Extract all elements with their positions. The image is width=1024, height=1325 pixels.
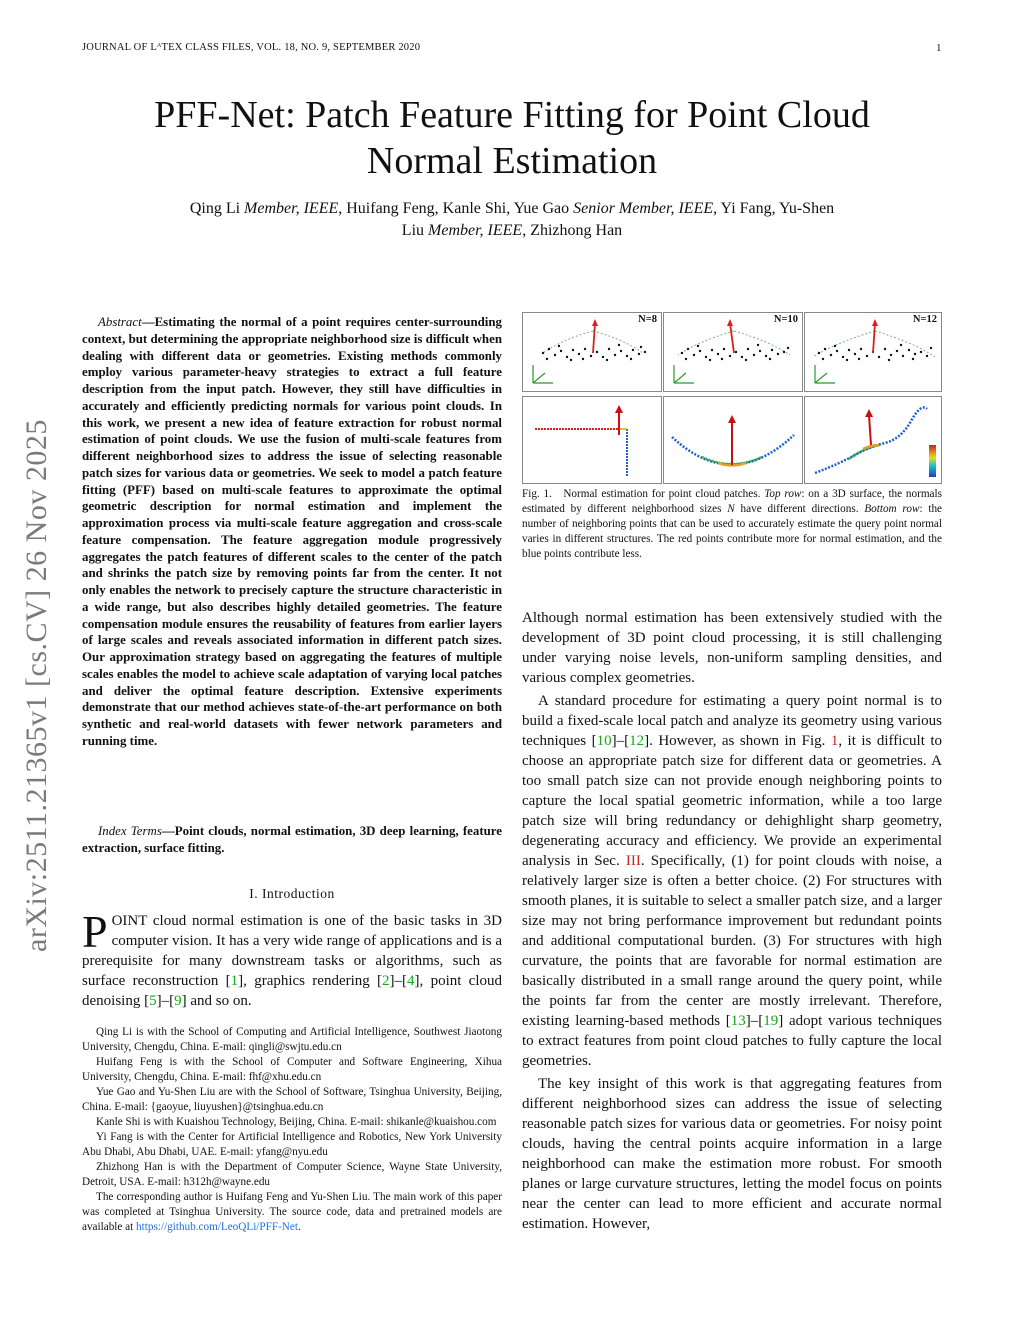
body-text: . Specifically, (1) for point clouds with noise, a relatively larger size is often a better choice. (2) For structures with smooth planes, it is suitable to select a smaller patch size, and a larger size may not bring performance improvement but redundant points and additional computational burden. (3) For structures with high curvature, the points that are favorable for normal estimation are basically distributed in a small range around the query point, while the points far from the center are mostly irrelevant. Therefore, existing learning-based methods [ <box>522 853 942 1029</box>
caption-text: have different directions. <box>734 503 865 515</box>
caption-text: : on a 3D surface, the normals estimated by different neighborhood sizes <box>522 488 942 515</box>
footnote <box>82 1190 502 1235</box>
caption-text: : the number of neighboring points that can be used to accurately estimate the query point normal varies in different structures. The red points contribute more for normal estimation, and the blue points contribute less. <box>522 503 943 560</box>
caption-label: Fig. 1. <box>522 488 552 500</box>
figure-panel-bottom-1 <box>522 396 662 484</box>
github-link[interactable]: https://github.com/LeoQLi/PFF-Net <box>136 1221 298 1233</box>
index-terms <box>82 823 502 857</box>
index-terms-text: —Point clouds, normal estimation, 3D deep learning, feature extraction, surface fitting. <box>82 824 502 855</box>
footnote-text: The corresponding author is Huifang Feng and Yu-Shen Liu. The main work of this paper was completed at Tsinghua University. The source code, data and pretrained models are available at <box>82 1191 502 1233</box>
body-text: ]–[ <box>745 1013 764 1029</box>
figure-ref-link[interactable]: 1 <box>830 733 839 749</box>
body-text: ]–[ <box>611 733 630 749</box>
author-line-1 <box>82 198 942 220</box>
intro-text: OINT cloud normal estimation is one of the basic tasks in 3D computer vision. It has a very wide range of applications and is a prerequisite for many downstream tasks or algorithms, such as surface reconstruction [ <box>82 913 502 989</box>
author-name: Liu <box>401 222 425 239</box>
figure-1 <box>522 312 942 484</box>
citation-link[interactable]: 9 <box>174 993 182 1009</box>
footnote: Qing Li is with the School of Computing and Artificial Intelligence, Southwest Jiaotong University, Chengdu, China. E-mail: qingli@swjtu.edu.cn <box>82 1026 502 1053</box>
body-text: ]. However, as shown in Fig. <box>644 733 831 749</box>
body-text: A standard procedure for estimating a query point normal is to build a fixed-scale local patch and analyze its geometry using various techniques [ <box>522 693 942 749</box>
caption-emphasis: Bottom row <box>864 503 920 515</box>
sharp-edge-illustration <box>523 397 661 483</box>
arxiv-stamp: arXiv:2511.21365v1 [cs.CV] 26 Nov 2025 <box>20 419 53 952</box>
body-text: ] adopt various techniques to extract features from point cloud patches to fully capture the local geometries. <box>522 1013 942 1069</box>
footnote: Zhizhong Han is with the Department of Computer Science, Wayne State University, Detroit, USA. E-mail: h312h@wayne.edu <box>82 1161 502 1188</box>
section-ref-link[interactable]: III <box>625 853 641 869</box>
wavy-curve-illustration <box>805 397 941 483</box>
figure-panel-bottom-2 <box>663 396 803 484</box>
title-line-2: Normal Estimation <box>366 140 658 182</box>
page-number: 1 <box>936 42 942 54</box>
drop-cap: P <box>82 906 108 957</box>
intro-text: ], point cloud denoising [ <box>82 973 503 1009</box>
intro-text: ]–[ <box>156 993 175 1009</box>
author-role: Member, IEEE <box>428 222 523 239</box>
author-names: , Huifang Feng, Kanle Shi, Yue Gao <box>338 200 570 217</box>
citation-link[interactable]: 1 <box>230 973 239 989</box>
citation-link[interactable]: 12 <box>629 733 645 749</box>
author-role: Senior Member, IEEE <box>573 200 714 217</box>
author-name: Qing Li <box>189 200 241 217</box>
caption-text: Normal estimation for point cloud patches. <box>563 488 765 500</box>
citation-link[interactable]: 19 <box>763 1013 779 1029</box>
footnote: Kanle Shi is with Kuaishou Technology, Beijing, China. E-mail: shikanle@kuaishou.com <box>96 1116 497 1128</box>
author-line-2 <box>82 220 942 242</box>
footnote: Yue Gao and Yu-Shen Liu are with the School of Software, Tsinghua University, Beijing, China. E-mail: {gaoyue, liuyushen}@tsinghua.edu.cn <box>82 1086 502 1113</box>
figure-panel-top-3 <box>804 312 942 392</box>
citation-link[interactable]: 13 <box>730 1013 746 1029</box>
colorbar <box>929 445 936 477</box>
paper-title <box>82 92 942 184</box>
panel-label: N=12 <box>912 314 937 325</box>
footnote-text: . <box>297 1221 301 1233</box>
figure-panel-bottom-3 <box>804 396 942 484</box>
index-terms-label: Index Terms <box>98 824 162 838</box>
citation-link[interactable]: 2 <box>382 973 390 989</box>
footnote: Huifang Feng is with the School of Computer and Software Engineering, Xihua University, Chengdu, China. E-mail: fhf@xhu.edu.cn <box>82 1056 502 1083</box>
body-text: , it is difficult to choose an appropriate patch size for different data or geometries. A too small patch size can not provide enough neighboring points to capture the local spatial geometric information, while a too large patch size will bring redundancy or dehighlight sharp geometry, degenerating accuracy and efficiency. We provide an experimental analysis in Sec. <box>522 733 942 869</box>
figure-panel-top-2 <box>663 312 803 392</box>
author-role: Member, IEEE <box>244 200 339 217</box>
caption-symbol: N <box>727 503 735 515</box>
author-footnotes <box>82 1025 502 1235</box>
panel-label: N=8 <box>638 314 657 325</box>
footnote: Yi Fang is with the Center for Artificial Intelligence and Robotics, New York University Abu Dhabi, Abu Dhabi, UAE. E-mail: yfang@nyu.edu <box>82 1131 502 1158</box>
citation-link[interactable]: 4 <box>407 973 415 989</box>
citation-link[interactable]: 10 <box>596 733 612 749</box>
body-paragraph: The key insight of this work is that aggregating features from different neighborhood sizes can address the issue of selecting reasonable patch sizes for various data or geometries. For noisy point clouds, having the central points acquire information in a large neighborhood can make the estimation more robust. For smooth planes or large curvature structures, letting the model focus on points near the center can lead to more efficient and accurate normal estimation. However, <box>522 1076 942 1232</box>
abstract-text: —Estimating the normal of a point requires center-surrounding context, but determining the appropriate neighborhood size is difficult when dealing with different data or geometries. Existing methods commonly employ various parameter-heavy strategies to extract a full feature description from the input patch. However, they still have difficulties in accurately and efficiently predicting normals for various point clouds. In this work, we present a new idea of feature extraction for robust normal estimation of point clouds. We use the fusion of multi-scale features from different neighborhood sizes to address the issue of selecting reasonable patch sizes for various data or geometries. We seek to model a patch feature fitting (PFF) based on multi-scale features to approximate the optimal geometric description for normal estimation and implement the approximation process via multi-scale feature aggregation and cross-scale feature compensation. The feature aggregation module progressively aggregates the patch features of different scales to the center of the patch and shrinks the patch size by removing points far from the center. It not only enables the network to precisely capture the structure characteristic in a wide range, but also describes highly detailed geometries. The feature compensation module ensures the reusability of features from earlier layers of large scales and reveals associated information in different patch sizes. Our approximation strategy based on aggregating the features of multiple scales enables the model to achieve scale adaptation of varying local patches and deliver the optimal feature description. Extensive experiments demonstrate that our method achieves state-of-the-art performance on both synthetic and real-world datasets with fewer network parameters and running time. <box>82 315 502 748</box>
figure-caption <box>522 487 942 562</box>
intro-text: ]–[ <box>389 973 408 989</box>
title-line-1: PFF-Net: Patch Feature Fitting for Point Cloud <box>154 94 870 136</box>
figure-panel-top-1 <box>522 312 662 392</box>
body-paragraph <box>522 691 942 1071</box>
smooth-curve-illustration <box>664 397 802 483</box>
intro-text: ] and so on. <box>181 993 252 1009</box>
abstract <box>82 314 502 750</box>
intro-text: ], graphics rendering [ <box>238 973 383 989</box>
author-names: , Zhizhong Han <box>522 222 623 239</box>
caption-emphasis: Top row <box>764 488 802 500</box>
abstract-label: Abstract <box>98 315 142 329</box>
running-head: JOURNAL OF LᴬTEX CLASS FILES, VOL. 18, NO. 9, SEPTEMBER 2020 <box>82 42 421 53</box>
section-heading: I. Introduction <box>249 886 335 901</box>
author-list <box>82 198 942 242</box>
right-column-body <box>522 608 942 1237</box>
panel-label: N=10 <box>773 314 798 325</box>
citation-link[interactable]: 5 <box>149 993 157 1009</box>
author-names: , Yi Fang, Yu-Shen <box>713 200 835 217</box>
intro-paragraph <box>82 906 503 1011</box>
body-paragraph: Although normal estimation has been extensively studied with the development of 3D point cloud processing, it is still challenging under varying noise levels, non-uniform sampling densities, and various complex geometries. <box>522 610 942 686</box>
